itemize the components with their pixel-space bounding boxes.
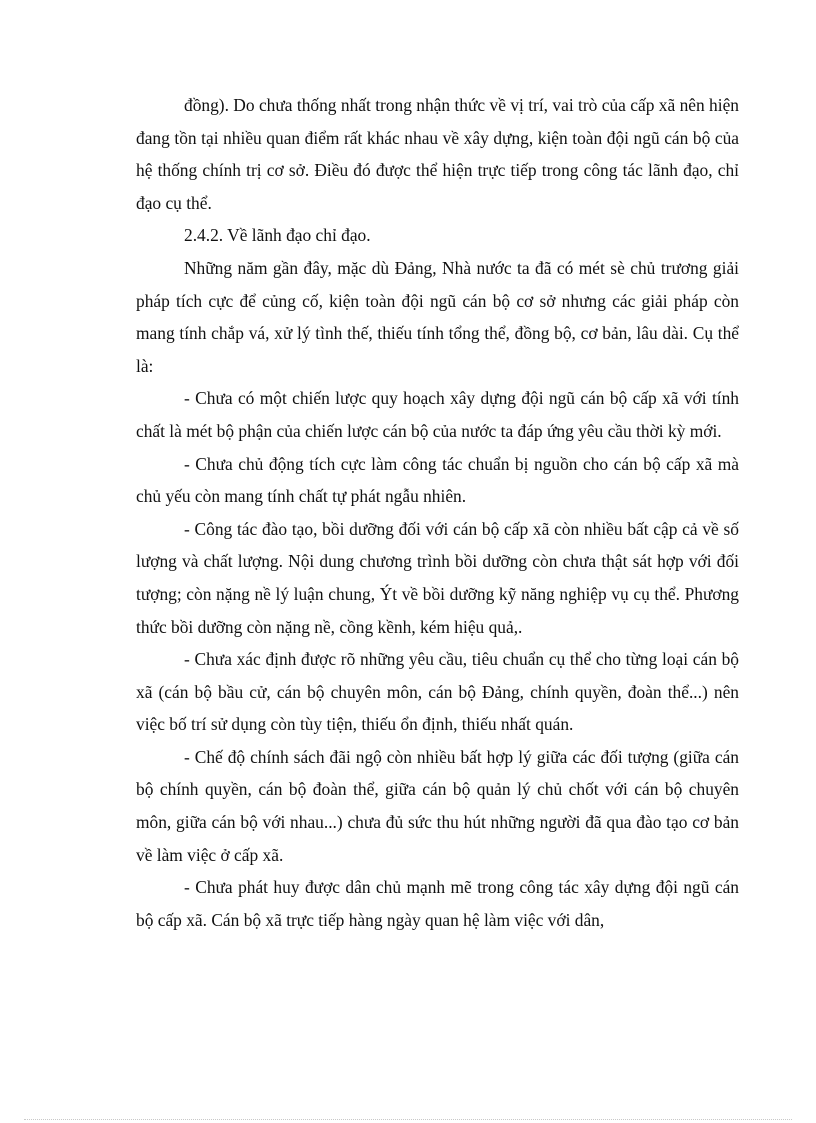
bullet-democracy: - Chưa phát huy được dân chủ mạnh mẽ trong công tác xây dựng đội ngũ cán bộ cấp xã. Cán bộ xã trực tiếp hàng ngày quan hệ làm việc với dân, [136,877,739,930]
body-text [136,89,739,936]
bullet-policy: - Chế độ chính sách đãi ngộ còn nhiều bất hợp lý giữa các đối tượng (giữa cán bộ chính quyền, cán bộ đoàn thể, giữa cán bộ quản lý chủ chốt với cán bộ chuyên môn, giữa cán bộ với nhau...) chưa đủ sức thu hút những người đã qua đào tạo cơ bản về làm việc ở cấp xã. [136,746,739,865]
paragraph-intro: Những năm gần đây, mặc dù Đảng, Nhà nước ta đã có mét sè chủ trương giải pháp tích cực để củng cố, kiện toàn đội ngũ cán bộ cơ sở nhưng các giải pháp còn mang tính chắp vá, xử lý tình thế, thiếu tính tổng thể, đồng bộ, cơ bản, lâu dài. Cụ thể là: [136,257,739,376]
bullet-training: - Công tác đào tạo, bồi dưỡng đối với cán bộ cấp xã còn nhiều bất cập cả về số lượng và chất lượng. Nội dung chương trình bồi dưỡng còn chưa thật sát hợp với đối tượng; còn nặng nề lý luận chung, Ýt về bồi dưỡng kỹ năng nghiệp vụ cụ thể. Phương thức bồi dưỡng còn nặng nề, cồng kềnh, kém hiệu quả,. [136,518,739,637]
bullet-strategy: - Chưa có một chiến lược quy hoạch xây dựng đội ngũ cán bộ cấp xã với tính chất là mét bộ phận của chiến lược cán bộ của nước ta đáp ứng yêu cầu thời kỳ mới. [136,388,739,441]
bullet-requirements: - Chưa xác định được rõ những yêu cầu, tiêu chuẩn cụ thể cho từng loại cán bộ xã (cán bộ bầu cử, cán bộ chuyên môn, cán bộ Đảng, chính quyền, đoàn thể...) nên việc bố trí sử dụng còn tùy tiện, thiếu ổn định, thiếu nhất quán. [136,649,739,735]
paragraph-continuation: đồng). Do chưa thống nhất trong nhận thức về vị trí, vai trò của cấp xã nên hiện đang tồn tại nhiều quan điểm rất khác nhau về xây dựng, kiện toàn đội ngũ cán bộ của hệ thống chính trị cơ sở. Điều đó được thể hiện trực tiếp trong công tác lãnh đạo, chỉ đạo cụ thể. [136,95,739,213]
bullet-source-preparation: - Chưa chủ động tích cực làm công tác chuẩn bị nguồn cho cán bộ cấp xã mà chủ yếu còn mang tính chất tự phát ngẫu nhiên. [136,453,739,507]
page-bottom-divider [24,1119,792,1120]
section-heading-2-4-2: 2.4.2. Về lãnh đạo chỉ đạo. [184,225,371,246]
